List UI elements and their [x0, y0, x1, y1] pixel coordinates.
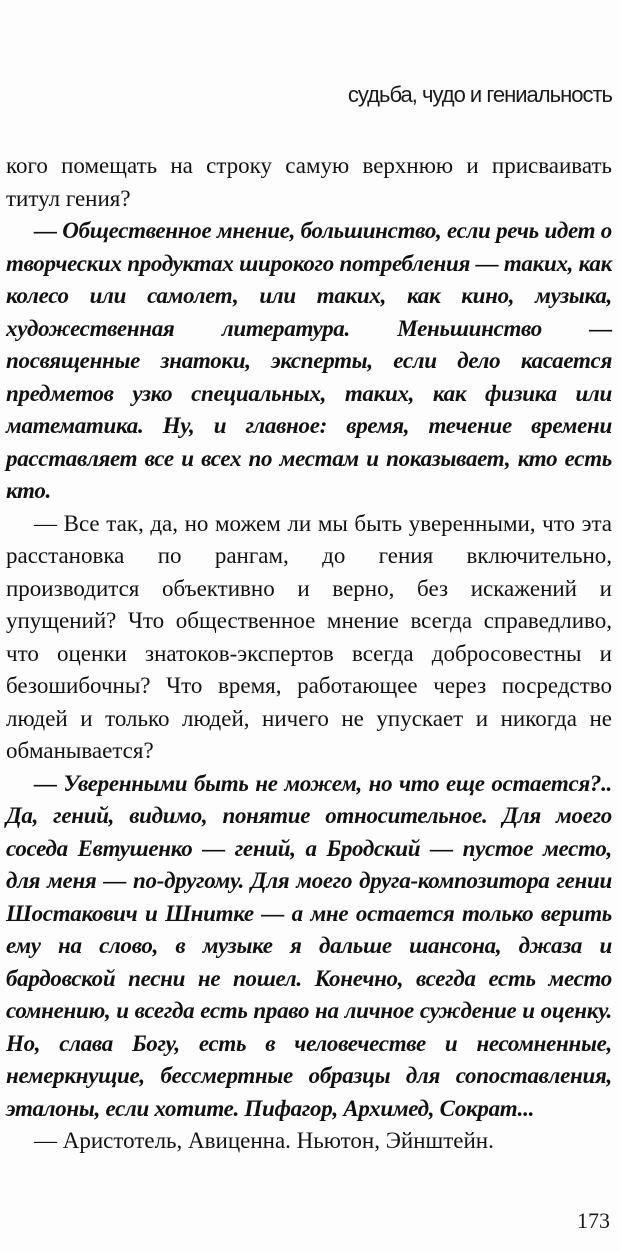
- page-number: 173: [577, 1208, 610, 1233]
- paragraph: кого помещать на строку самую верхнюю и присваивать титул гения?: [6, 153, 612, 211]
- paragraph-answer: — Уверенными быть не можем, но что еще остается?.. Да, гений, видимо, понятие относительное. Для моего соседа Евтушенко — гений, а Бродский — пустое место, для меня — по-другому. Для моего друга-композитора гении Шостакович и Шнитке — а мне остается только верить ему на слово, в музыке я дальше шансона, джаза и бардовской песни не пошел. Конечно, всегда есть место сомнению, и всегда есть право на личное суждение и оценку. Но, слава Богу, есть в человечестве и несомненные, немеркнущие, бессмертные образцы для сопоставления, эталоны, если хотите. Пифагор, Архимед, Сократ...: [6, 770, 612, 1121]
- running-head: судьба, чудо и гениальность: [347, 82, 612, 107]
- body-text: [6, 150, 612, 1158]
- paragraph-question: — Аристотель, Авиценна. Ньютон, Эйнштейн.: [34, 1128, 494, 1153]
- paragraph-question: — Все так, да, но можем ли мы быть уверенными, что эта расстановка по рангам, до гения включительно, производится объективно и верно, без искажений и упущений? Что общественное мнение всегда справедливо, что оценки знатоков-экспертов всегда добросовестны и безошибочны? Что время, работающее через посредство людей и только людей, ничего не упускает и никогда не обманывается?: [6, 510, 612, 763]
- paragraph-answer: — Общественное мнение, большинство, если речь идет о творческих продуктах широкого потребления — таких, как колесо или самолет, или таких, как кино, музыка, художественная литература. Меньшинство — посвященные знатоки, эксперты, если дело касается предметов узко специальных, таких, как физика или математика. Ну, и главное: время, течение времени расставляет все и всех по местам и показывает, кто есть кто.: [6, 218, 612, 503]
